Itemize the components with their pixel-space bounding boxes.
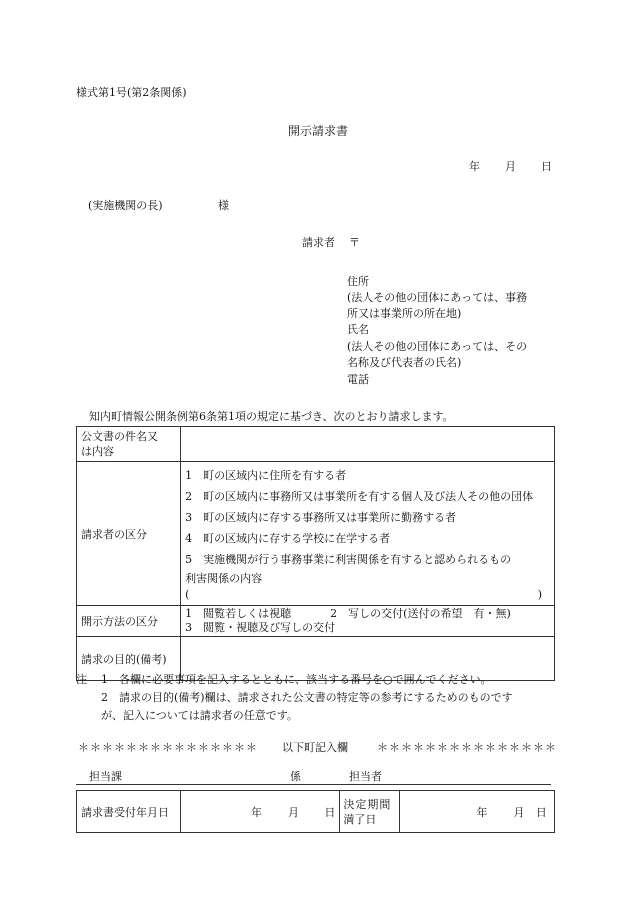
office-use-heading: 以下町記入欄 xyxy=(282,741,348,754)
interest-input[interactable] xyxy=(185,587,550,602)
category-option-2[interactable]: 2 町の区域内に事務所又は事業所を有する個人及び法人その他の団体 xyxy=(185,490,534,503)
method-label: 開示方法の区分 xyxy=(77,606,181,637)
interest-label: 利害関係の内容 xyxy=(185,572,263,585)
deadline-label-1: 決定期間 xyxy=(343,797,392,811)
postal-mark: 〒 xyxy=(349,236,360,249)
document-row xyxy=(77,427,555,462)
name-note-1: (法人その他の団体にあっては、その xyxy=(347,340,528,353)
stars-left: ＊＊＊＊＊＊＊＊＊＊＊＊＊＊＊ xyxy=(78,741,258,754)
category-option-5[interactable]: 5 実施機関が行う事務事業に利害関係を有すると認められるもの xyxy=(185,553,512,566)
request-table xyxy=(76,426,555,681)
address-label: 住所 xyxy=(347,275,369,288)
date-month-label: 月 xyxy=(505,160,516,173)
category-option-1[interactable]: 1 町の区域内に住所を有する者 xyxy=(185,469,347,482)
received-year-label: 年 xyxy=(229,791,266,833)
deadline-year-label: 年 xyxy=(455,791,492,833)
method-row xyxy=(77,606,555,637)
category-option-3[interactable]: 3 町の区域内に存する事務所又は事業所に勤務する者 xyxy=(185,511,457,524)
form-number: 様式第1号(第2条関係) xyxy=(76,86,187,99)
staff-underline xyxy=(76,784,551,785)
method-option-3[interactable]: 3 閲覧・視聴及び写しの交付 xyxy=(185,621,336,634)
deadline-blank[interactable] xyxy=(400,791,455,833)
category-options xyxy=(181,462,555,606)
note-1: 1 各欄に必要事項を記入するとともに、該当する番号を○で囲んでください。 xyxy=(101,673,492,686)
note-2-line-1: 2 請求の目的(備考)欄は、請求された公文書の特定等の参考にするためのものです xyxy=(101,691,513,704)
unit-label: 係 xyxy=(290,770,301,783)
received-date-label: 請求書受付年月日 xyxy=(77,791,181,833)
requester-label: 請求者 xyxy=(302,236,335,249)
method-option-2[interactable]: 2 写しの交付(送付の希望 有・無) xyxy=(330,607,511,620)
note-prefix: 注 xyxy=(76,673,87,686)
stars-right: ＊＊＊＊＊＊＊＊＊＊＊＊＊＊＊ xyxy=(377,741,557,754)
page-title: 開示請求書 xyxy=(288,124,349,138)
date-year-label: 年 xyxy=(469,160,480,173)
method-option-1[interactable]: 1 閲覧若しくは視聴 xyxy=(185,607,292,620)
address-note-2: 所又は事業所の所在地) xyxy=(347,307,462,320)
deadline-day-label: 日 xyxy=(528,791,554,833)
document-label-cell xyxy=(77,427,181,462)
name-note-2: 名称及び代表者の氏名) xyxy=(347,356,462,369)
purpose-label: 請求の目的(備考) xyxy=(77,637,181,681)
deadline-label-cell xyxy=(340,791,400,833)
document-label-2: は内容 xyxy=(81,445,114,458)
category-label: 請求者の区分 xyxy=(77,462,181,606)
paren-open: ( xyxy=(185,588,190,601)
office-table xyxy=(76,790,555,833)
addressee-label: (実施機関の長) xyxy=(88,199,163,212)
deadline-month-label: 月 xyxy=(492,791,529,833)
deadline-label-2: 満了日 xyxy=(343,812,377,826)
received-month-label: 月 xyxy=(266,791,303,833)
category-row xyxy=(77,462,555,606)
name-label: 氏名 xyxy=(347,323,369,336)
intro-text: 知内町情報公開条例第6条第1項の規定に基づき、次のとおり請求します。 xyxy=(89,410,454,423)
phone-label: 電話 xyxy=(347,373,369,386)
document-input[interactable] xyxy=(181,427,555,462)
addressee-suffix: 様 xyxy=(218,199,229,212)
date-day-label: 日 xyxy=(541,160,552,173)
method-options xyxy=(181,606,555,637)
received-day-label: 日 xyxy=(303,791,340,833)
note-2-line-2: が、記入については請求者の任意です。 xyxy=(101,709,298,722)
person-label: 担当者 xyxy=(349,770,382,783)
received-blank[interactable] xyxy=(180,791,229,833)
paren-close: ) xyxy=(537,588,542,601)
office-row xyxy=(77,791,555,833)
address-note-1: (法人その他の団体にあっては、事務 xyxy=(347,291,528,304)
document-label-1: 公文書の件名又 xyxy=(81,430,158,443)
category-option-4[interactable]: 4 町の区域内に存する学校に在学する者 xyxy=(185,532,391,545)
section-label: 担当課 xyxy=(89,770,122,783)
